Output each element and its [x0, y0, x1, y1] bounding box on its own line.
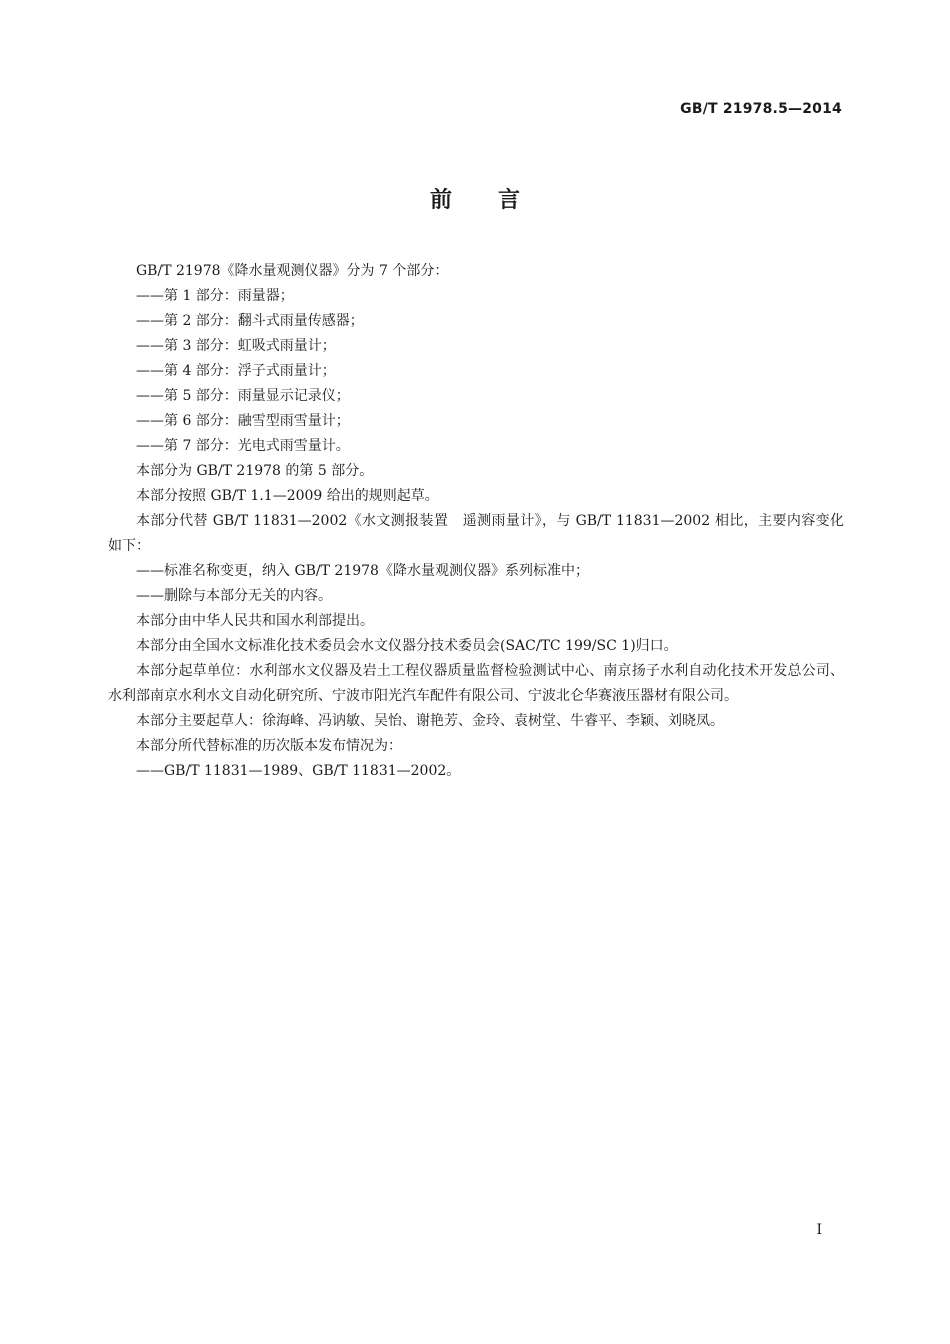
- list-item: ——第 2 部分：翻斗式雨量传感器；: [136, 313, 364, 329]
- paragraph: 本部分代替 GB/T 11831—2002《水文测报装置 遥测雨量计》，与 GB/T 11831—2002 相比，主要内容变化如下：: [108, 513, 844, 554]
- list-item: ——第 1 部分：雨量器；: [136, 288, 294, 304]
- paragraph: 本部分主要起草人：徐海峰、冯讷敏、吴怡、谢艳芳、金玲、袁树堂、牛睿平、李颖、刘晓凤。: [136, 713, 724, 729]
- page-number: I: [816, 1222, 822, 1238]
- paragraph: 本部分按照 GB/T 1.1—2009 给出的规则起草。: [136, 488, 439, 504]
- list-item: ——第 6 部分：融雪型雨雪量计；: [136, 413, 350, 429]
- document-body: [108, 259, 844, 784]
- list-item: ——第 7 部分：光电式雨雪量计。: [136, 438, 350, 454]
- paragraph: 本部分所代替标准的历次版本发布情况为：: [136, 738, 402, 754]
- list-item: ——第 4 部分：浮子式雨量计；: [136, 363, 336, 379]
- paragraph: 本部分起草单位：水利部水文仪器及岩土工程仪器质量监督检验测试中心、南京扬子水利自动化技术开发总公司、水利部南京水利水文自动化研究所、宁波市阳光汽车配件有限公司、宁波北仑华赛液压器材有限公司。: [108, 663, 844, 704]
- list-item: ——删除与本部分无关的内容。: [136, 588, 332, 604]
- paragraph: 本部分为 GB/T 21978 的第 5 部分。: [136, 463, 374, 479]
- list-item: ——GB/T 11831—1989、GB/T 11831—2002。: [136, 763, 461, 779]
- paragraph: 本部分由全国水文标准化技术委员会水文仪器分技术委员会(SAC/TC 199/SC 1)归口。: [136, 638, 678, 654]
- list-item: ——标准名称变更，纳入 GB/T 21978《降水量观测仪器》系列标准中；: [136, 563, 589, 579]
- page-title: 前言: [429, 188, 566, 213]
- paragraph: GB/T 21978《降水量观测仪器》分为 7 个部分：: [136, 263, 449, 279]
- list-item: ——第 3 部分：虹吸式雨量计；: [136, 338, 336, 354]
- standard-code: GB/T 21978.5—2014: [680, 101, 842, 117]
- paragraph: 本部分由中华人民共和国水利部提出。: [136, 613, 374, 629]
- list-item: ——第 5 部分：雨量显示记录仪；: [136, 388, 350, 404]
